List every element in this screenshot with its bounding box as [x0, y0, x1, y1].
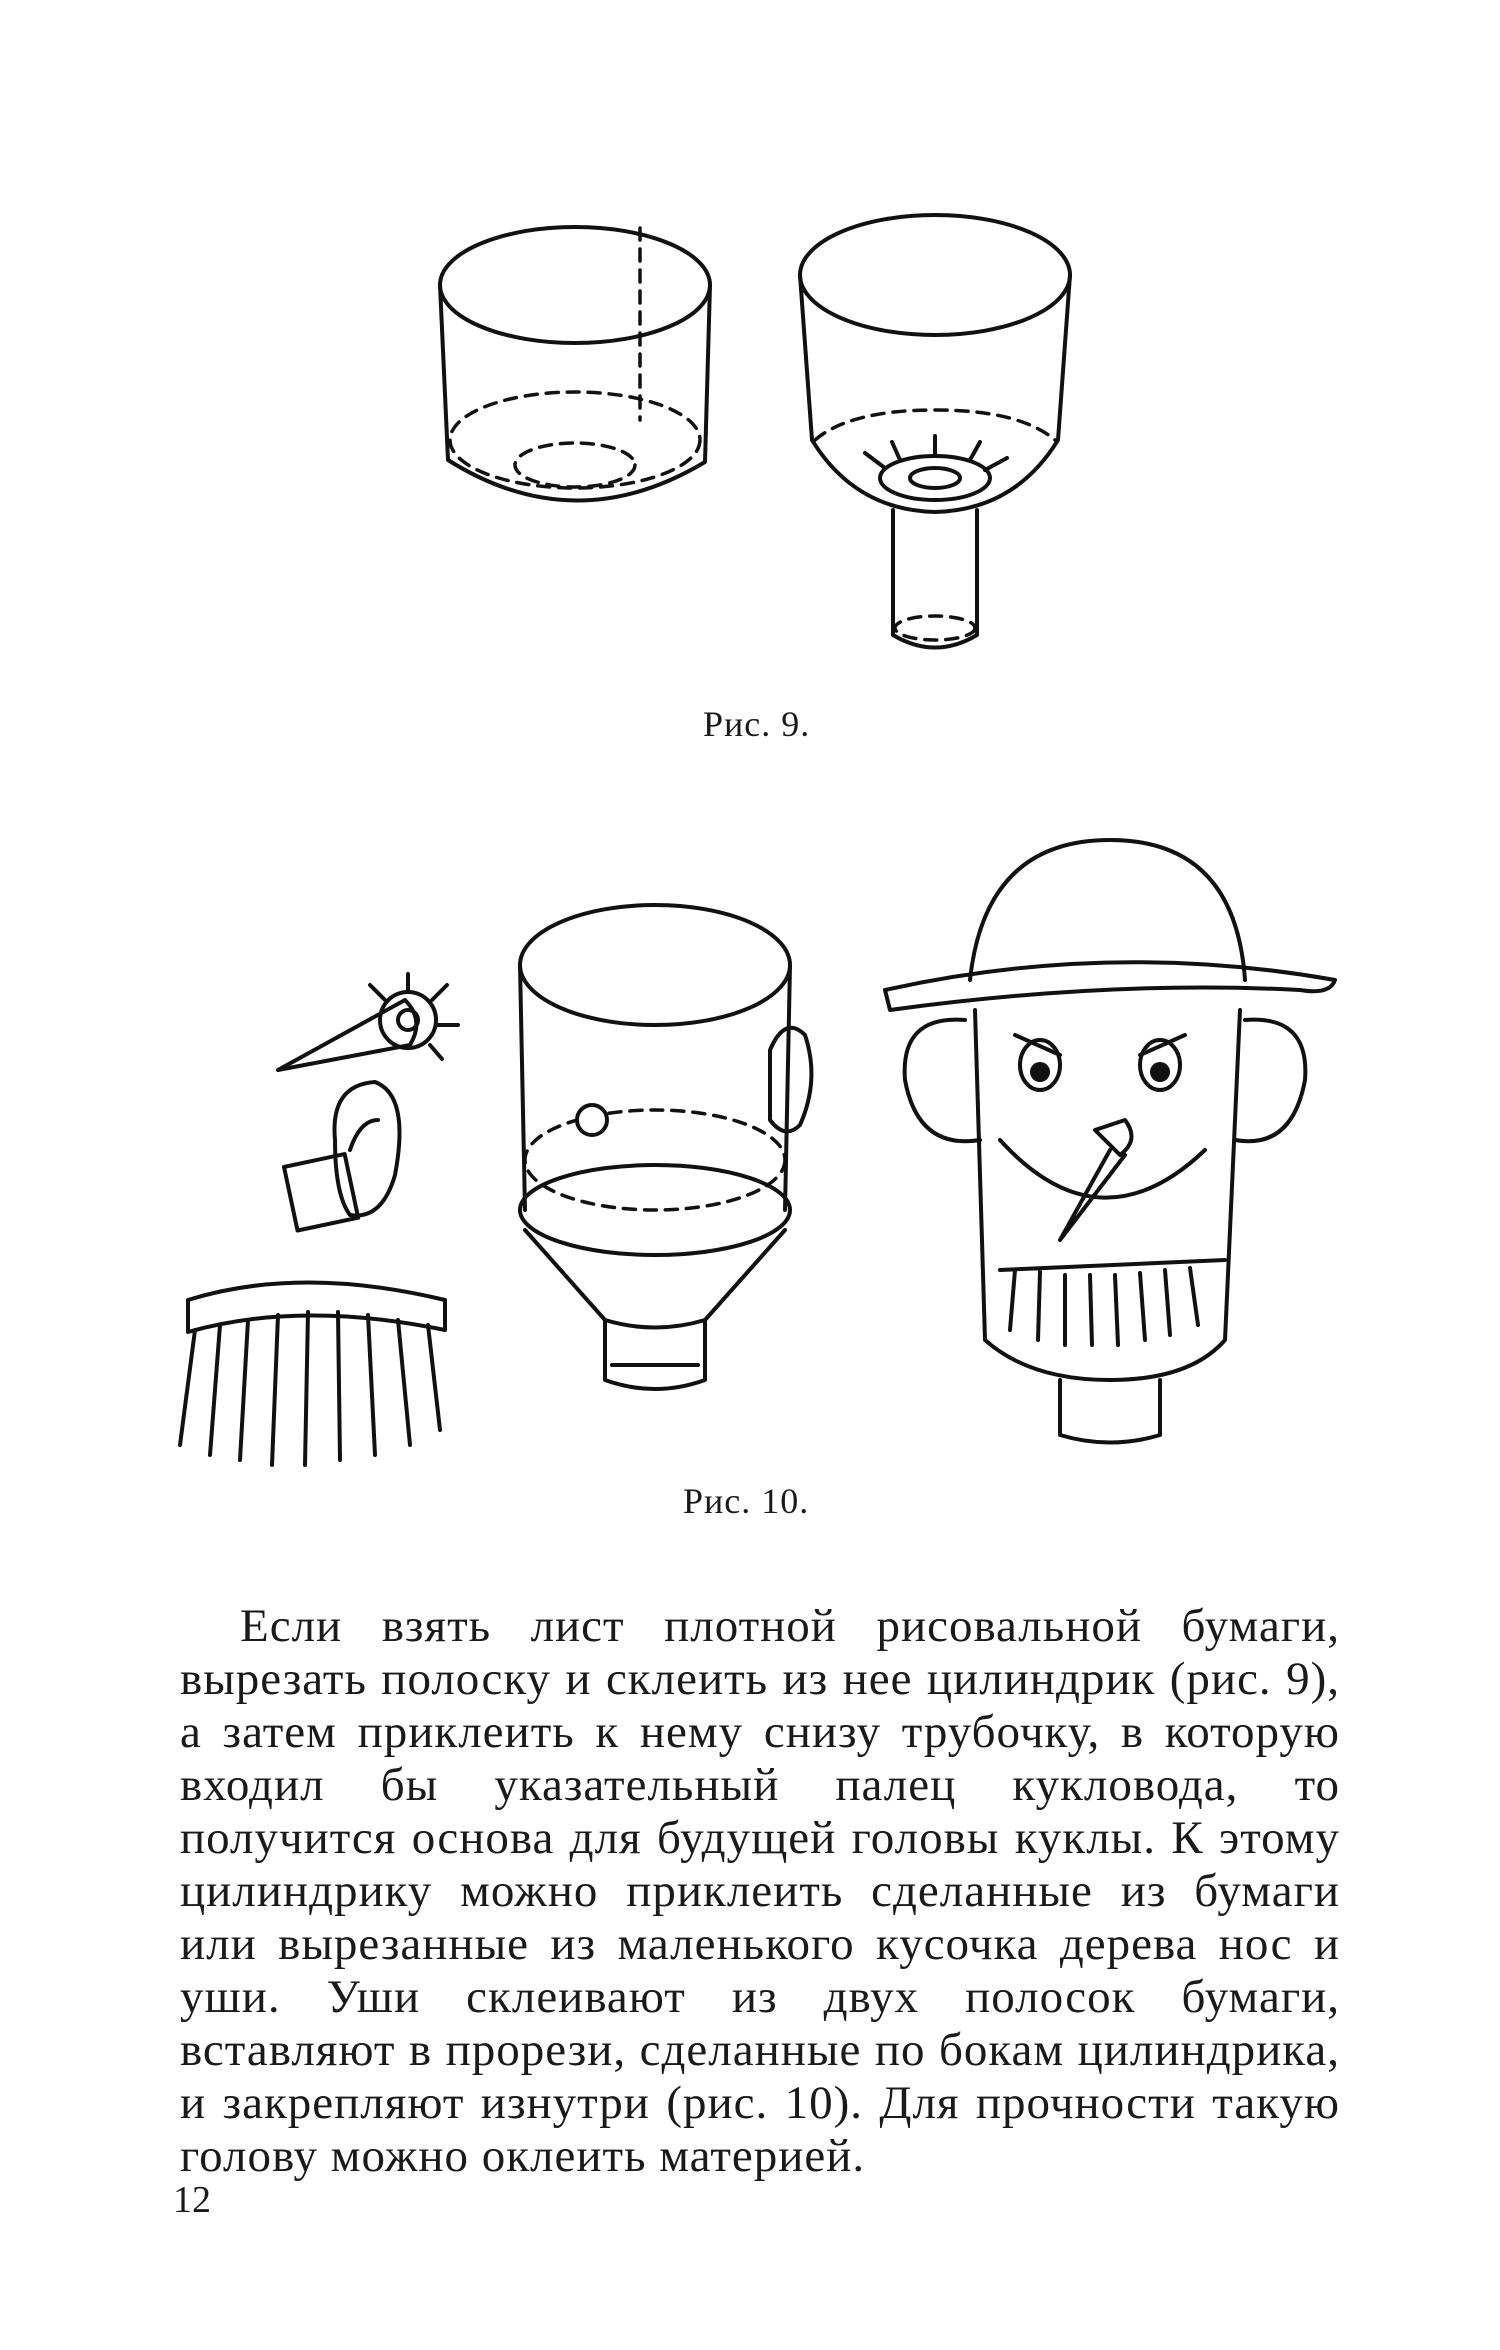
figure-9-caption: Рис. 9. — [703, 704, 811, 744]
figure-10-illustration — [0, 820, 1500, 1500]
figure-10-caption: Рис. 10. — [683, 1481, 810, 1521]
finished-puppet-head-drawing — [885, 840, 1335, 1443]
paper-fringe-drawing — [180, 1283, 445, 1466]
paper-cylinder-drawing — [440, 227, 710, 501]
paper-nose-drawing — [278, 974, 458, 1070]
cylinder-with-tube-drawing — [800, 215, 1070, 648]
puppet-head-base-drawing — [520, 905, 811, 1389]
body-paragraph: Если взять лист плотной рисовальной бумаги, вырезать полоску и склеить из нее цилиндрик (рис. 9), а затем приклеить к нему снизу трубочку, в которую входил бы указательный палец кукловода, то получится основа для будущей головы куклы. К этому цилиндрику можно приклеить сделанные из бумаги или вырезанные из маленького кусочка дерева нос и уши. Уши склеивают из двух полосок бумаги, вставляют в прорези, сделанные по бокам цилиндрика, и закрепляют изнутри (рис. 10). Для прочности такую голову можно оклеить материей. — [180, 1600, 1340, 2182]
page-number: 12 — [173, 2179, 211, 2221]
figure-9-illustration — [0, 0, 1500, 700]
paper-ear-drawing — [284, 1082, 399, 1231]
